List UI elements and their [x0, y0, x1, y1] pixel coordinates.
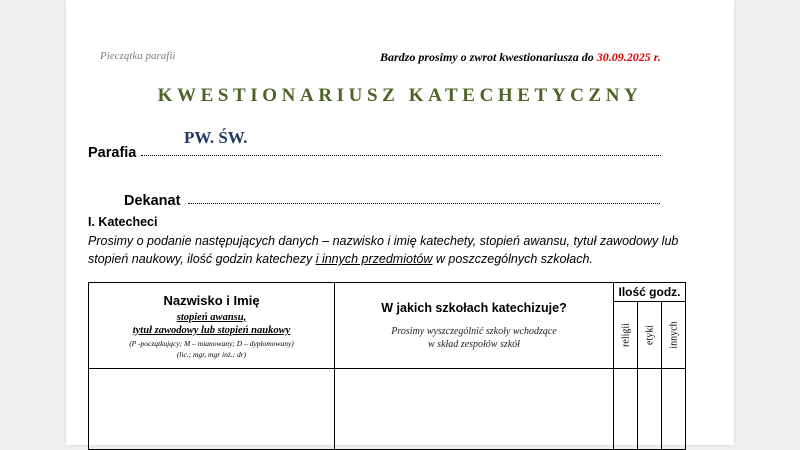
instructions-text-underlined: i innych przedmiotów [315, 252, 433, 266]
cell-religion-hours-input[interactable] [614, 369, 638, 450]
parish-seal-placeholder: Pieczątka parafii [100, 50, 176, 62]
section-heading: I. Katecheci [88, 215, 158, 229]
instructions-text-before: Prosimy o podanie następujących danych – nazwisko i imię katechety, stopień awansu, tytuł zawodowy lub stopień naukowy, ilość godzin katechezy [88, 234, 679, 266]
section-instructions [88, 232, 718, 268]
religion-label: religii [620, 323, 631, 347]
deanery-label: Dekanat [124, 193, 181, 209]
deanery-dotted-line[interactable] [188, 203, 660, 204]
other-label: innych [668, 321, 679, 349]
column-header-other [662, 302, 686, 369]
ethics-label: etyki [644, 325, 655, 345]
parish-dotted-line [141, 155, 661, 156]
cell-ethics-hours-input[interactable] [638, 369, 662, 450]
instructions-text-after: w poszczególnych szkołach. [432, 252, 593, 266]
document-title: KWESTIONARIUSZ KATECHETYCZNY [157, 85, 643, 106]
return-request-text: Bardzo prosimy o zwrot kwestionariusza do [380, 50, 594, 64]
parish-label: Parafia [88, 145, 137, 161]
name-header-title: Nazwisko i Imię [163, 292, 260, 308]
column-header-ethics [638, 302, 662, 369]
schools-header-title: W jakich szkołach katechizuje? [381, 300, 567, 315]
cell-other-hours-input[interactable] [662, 369, 686, 450]
name-header-note2: (lic.; mgr, mgr inż.; dr) [176, 349, 247, 359]
parish-value-field[interactable]: PW. ŚW. [184, 128, 248, 147]
schools-header-note1: Prosimy wyszczególnić szkoły wchodzące [391, 325, 557, 337]
document-page [66, 0, 734, 445]
column-header-schools [335, 283, 614, 369]
column-header-name [89, 283, 335, 369]
name-header-line2: tytuł zawodowy lub stopień naukowy [132, 324, 291, 336]
column-header-hours: Ilość godz. [614, 283, 686, 302]
name-header-note1: (P -początkujący; M – mianowany; D – dyplomowany) [129, 338, 294, 348]
catechists-table [88, 282, 686, 450]
return-deadline-date: 30.09.2025 r. [596, 50, 661, 64]
schools-header-note2: w skład zespołów szkół [428, 338, 520, 350]
return-request [380, 50, 661, 65]
cell-schools-input[interactable] [335, 369, 614, 450]
cell-name-input[interactable] [89, 369, 335, 450]
column-header-religion [614, 302, 638, 369]
name-header-line1: stopień awansu, [176, 311, 247, 323]
